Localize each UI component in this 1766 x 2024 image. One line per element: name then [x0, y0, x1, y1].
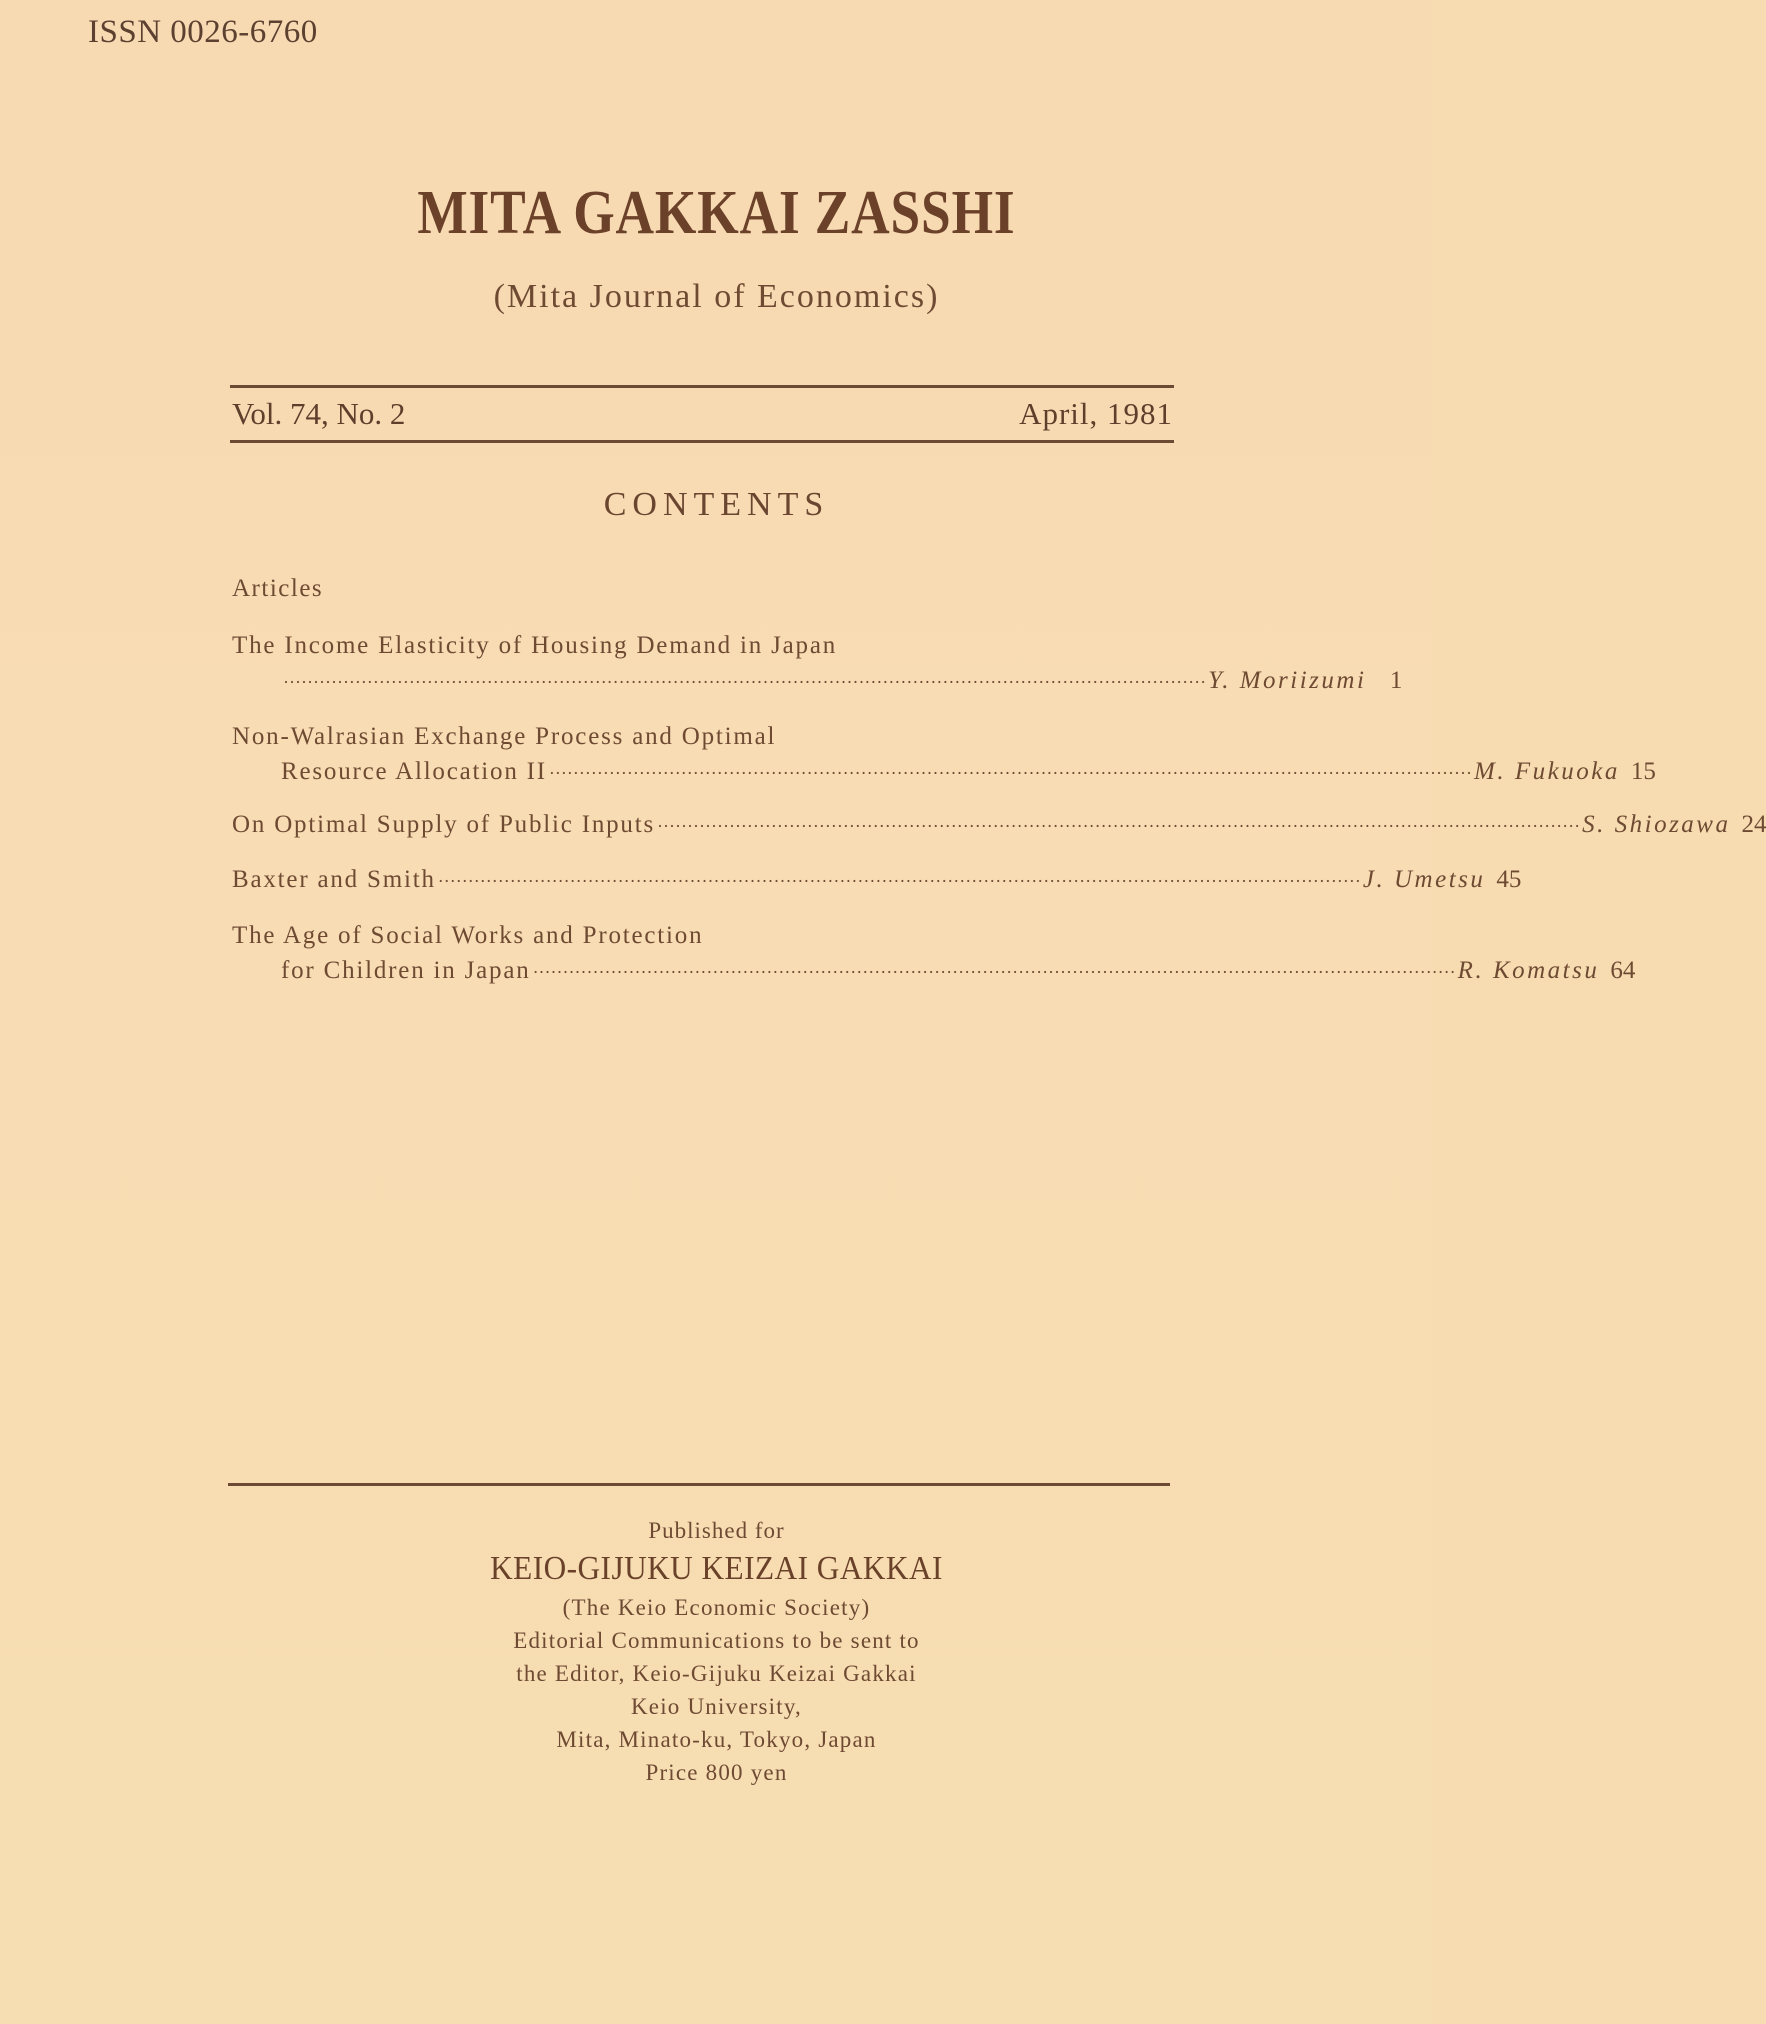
toc-entry [232, 723, 1656, 793]
toc-entry [232, 866, 1522, 901]
leader-dots: ·························································································································································· [283, 672, 1207, 692]
article-title: The Age of Social Works and Protection [232, 922, 704, 949]
leader-dots: ·························································································································································· [657, 816, 1581, 836]
journal-subtitle: (Mita Journal of Economics) [493, 278, 940, 315]
address-line: Editorial Communications to be sent to [513, 1628, 920, 1653]
article-author: J. Umetsu [1362, 866, 1486, 893]
article-title-continued: for Children in Japan [281, 957, 531, 984]
article-title: Baxter and Smith [232, 866, 436, 893]
article-author: Y. Moriizumi [1208, 667, 1367, 694]
contents-heading: CONTENTS [603, 486, 830, 523]
article-page: 24 [1741, 811, 1766, 838]
article-title-continued: Resource Allocation II [281, 758, 547, 785]
published-for: Published for [648, 1518, 785, 1543]
article-title: Non-Walrasian Exchange Process and Optimal [232, 723, 777, 750]
article-author: R. Komatsu [1457, 957, 1600, 984]
publisher-rule [228, 1483, 1170, 1486]
toc-entry [232, 922, 1636, 992]
society-english-name: (The Keio Economic Society) [562, 1595, 871, 1620]
article-page: 1 [1389, 667, 1403, 694]
journal-title: MITA GAKKAI ZASSHI [417, 179, 1016, 247]
article-author: M. Fukuoka [1474, 758, 1620, 785]
leader-dots: ·························································································································································· [548, 763, 1473, 783]
section-label-articles: Articles [232, 575, 324, 602]
bottom-rule [230, 440, 1174, 443]
article-page: 15 [1630, 758, 1656, 785]
leader-dots: ·························································································································································· [437, 871, 1361, 891]
address-line: the Editor, Keio-Gijuku Keizai Gakkai [516, 1661, 917, 1686]
publisher-block [0, 1515, 1433, 1789]
article-title: The Income Elasticity of Housing Demand in Japan [232, 632, 838, 659]
leader-dots: ·························································································································································· [532, 962, 1456, 982]
volume-number: Vol. 74, No. 2 [232, 396, 406, 431]
article-page: 64 [1610, 957, 1636, 984]
article-author: S. Shiozawa [1582, 811, 1731, 838]
top-rule [230, 385, 1174, 388]
toc-entry [232, 632, 1403, 702]
article-title: On Optimal Supply of Public Inputs [232, 811, 656, 838]
article-page: 45 [1496, 866, 1522, 893]
society-name: KEIO-GIJUKU KEIZAI GAKKAI [490, 1550, 943, 1587]
issue-date: April, 1981 [1019, 396, 1173, 431]
address-line: Keio University, [630, 1694, 802, 1719]
issn-number: ISSN 0026-6760 [88, 14, 318, 50]
address-line: Mita, Minato-ku, Tokyo, Japan [556, 1727, 877, 1752]
price: Price 800 yen [645, 1760, 788, 1785]
toc-entry [232, 811, 1766, 846]
